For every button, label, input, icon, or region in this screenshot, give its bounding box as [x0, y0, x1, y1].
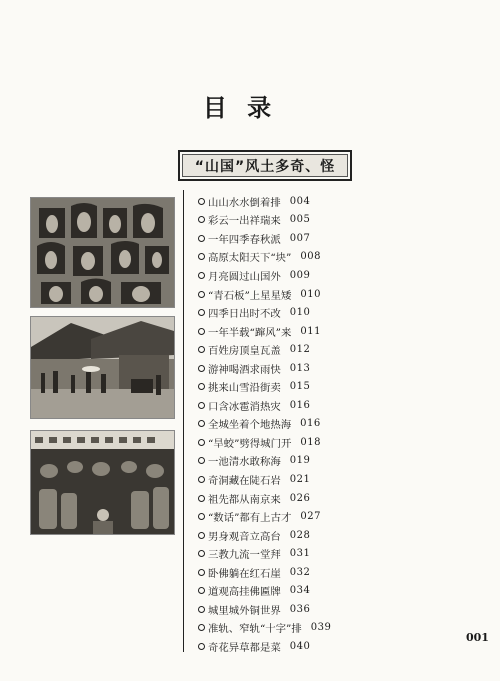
page-number: 001 — [466, 631, 489, 644]
circle-bullet-icon — [198, 569, 205, 576]
toc-entry — [198, 211, 488, 230]
circle-bullet-icon — [198, 420, 205, 427]
toc-entry-title: 高原太阳天下“块” — [208, 252, 292, 265]
toc-entry — [198, 470, 488, 489]
circle-bullet-icon — [198, 624, 205, 631]
toc-entry-page: 032 — [289, 566, 311, 578]
toc-entry-page: 011 — [300, 325, 321, 337]
circle-bullet-icon — [198, 235, 205, 242]
circle-bullet-icon — [198, 309, 205, 316]
toc-entry-title: 一年四季春秋派 — [208, 233, 281, 246]
page-title: 目 录 — [202, 93, 278, 122]
toc-entry — [198, 581, 488, 600]
toc-entry — [198, 526, 488, 545]
toc-entry-page: 012 — [289, 344, 311, 356]
photo-street-scene — [30, 316, 175, 419]
toc-entry-page: 007 — [289, 232, 311, 244]
column-divider — [183, 190, 184, 652]
circle-bullet-icon — [198, 253, 205, 260]
toc-entry-title: 城里城外铜世界 — [208, 604, 281, 617]
toc-entry — [198, 544, 488, 563]
toc-entry — [198, 303, 488, 322]
toc-list — [198, 192, 488, 656]
circle-bullet-icon — [198, 513, 205, 520]
toc-entry — [198, 433, 488, 452]
toc-entry-page: 039 — [310, 622, 332, 634]
toc-entry-title: 三教九流一堂拜 — [208, 549, 281, 562]
toc-entry — [198, 192, 488, 211]
circle-bullet-icon — [198, 550, 205, 557]
circle-bullet-icon — [198, 606, 205, 613]
circle-bullet-icon — [198, 495, 205, 502]
toc-entry-page: 026 — [289, 492, 311, 504]
toc-entry-title: 全城坐着个地热海 — [208, 419, 292, 432]
toc-entry-page: 010 — [300, 288, 321, 300]
toc-entry-title: 准轨、窄轨“十字”排 — [208, 623, 302, 636]
toc-entry — [198, 248, 488, 267]
toc-entry-page: 016 — [300, 418, 321, 430]
toc-entry-page: 016 — [289, 399, 311, 411]
toc-entry — [198, 396, 488, 415]
circle-bullet-icon — [198, 272, 205, 279]
toc-entry-title: 男身观音立高台 — [208, 530, 281, 543]
toc-entry-title: “旱蛟”劈得城门开 — [208, 437, 292, 450]
toc-entry-title: 奇花异草都是菜 — [208, 641, 281, 654]
toc-entry — [198, 637, 488, 656]
toc-entry — [198, 359, 488, 378]
toc-entry-page: 008 — [300, 251, 321, 263]
toc-entry-title: 山山水水倒着排 — [208, 196, 281, 209]
circle-bullet-icon — [198, 328, 205, 335]
circle-bullet-icon — [198, 532, 205, 539]
toc-entry-page: 028 — [289, 529, 311, 541]
toc-entry-page: 005 — [289, 214, 311, 226]
circle-bullet-icon — [198, 198, 205, 205]
section-heading — [178, 150, 352, 181]
toc-entry-page: 013 — [289, 362, 311, 374]
toc-entry-page: 034 — [289, 585, 311, 597]
toc-entry — [198, 322, 488, 341]
toc-entry-page: 004 — [289, 195, 311, 207]
toc-entry-page: 040 — [289, 640, 311, 652]
toc-entry — [198, 600, 488, 619]
toc-entry-title: 卧佛躺在红石崖 — [208, 567, 281, 580]
toc-entry — [198, 563, 488, 582]
toc-entry-title: 奇洞藏在陡石岩 — [208, 474, 281, 487]
toc-entry-title: “数话”都有上古才 — [208, 512, 292, 525]
toc-entry — [198, 452, 488, 471]
toc-entry-title: 百姓房顶皇瓦盖 — [208, 345, 281, 358]
toc-entry — [198, 619, 488, 638]
circle-bullet-icon — [198, 439, 205, 446]
circle-bullet-icon — [198, 587, 205, 594]
toc-entry-title: 祖先都从南京来 — [208, 493, 281, 506]
toc-entry-page: 036 — [289, 603, 311, 615]
photo-stone-grottoes — [30, 197, 175, 308]
circle-bullet-icon — [198, 383, 205, 390]
circle-bullet-icon — [198, 457, 205, 464]
toc-entry-page: 018 — [300, 436, 321, 448]
toc-entry-page: 010 — [289, 307, 311, 319]
toc-entry-page: 027 — [300, 511, 321, 523]
toc-entry-title: 一年半载“蹿风”来 — [208, 326, 292, 339]
toc-entry — [198, 285, 488, 304]
toc-entry-title: 月亮圆过山国外 — [208, 270, 281, 283]
circle-bullet-icon — [198, 365, 205, 372]
toc-entry — [198, 340, 488, 359]
toc-entry-title: 挑来山雪沿街卖 — [208, 382, 281, 395]
toc-entry-page: 015 — [289, 381, 311, 393]
toc-entry-page: 031 — [289, 548, 311, 560]
toc-entry-title: “青石板”上星星矮 — [208, 289, 292, 302]
circle-bullet-icon — [198, 402, 205, 409]
photo-market-stall — [30, 430, 175, 535]
circle-bullet-icon — [198, 346, 205, 353]
toc-entry-title: 口含冰雹消热灾 — [208, 400, 281, 413]
toc-entry-page: 021 — [289, 473, 311, 485]
toc-entry-title: 一池清水敢称海 — [208, 456, 281, 469]
toc-entry-title: 四季日出时不改 — [208, 308, 281, 321]
toc-entry — [198, 507, 488, 526]
toc-entry-title: 彩云一出祥瑞来 — [208, 215, 281, 228]
circle-bullet-icon — [198, 643, 205, 650]
circle-bullet-icon — [198, 216, 205, 223]
toc-entry-title: 道观高挂佛匾牌 — [208, 586, 281, 599]
section-heading-text: “山国”风土多奇、怪 — [194, 158, 336, 175]
toc-entry — [198, 229, 488, 248]
toc-entry-page: 019 — [289, 455, 311, 467]
toc-entry — [198, 377, 488, 396]
toc-entry — [198, 415, 488, 434]
toc-entry — [198, 266, 488, 285]
toc-entry-title: 游神喝酒求雨快 — [208, 363, 281, 376]
circle-bullet-icon — [198, 291, 205, 298]
toc-entry — [198, 489, 488, 508]
toc-entry-page: 009 — [289, 269, 311, 281]
circle-bullet-icon — [198, 476, 205, 483]
